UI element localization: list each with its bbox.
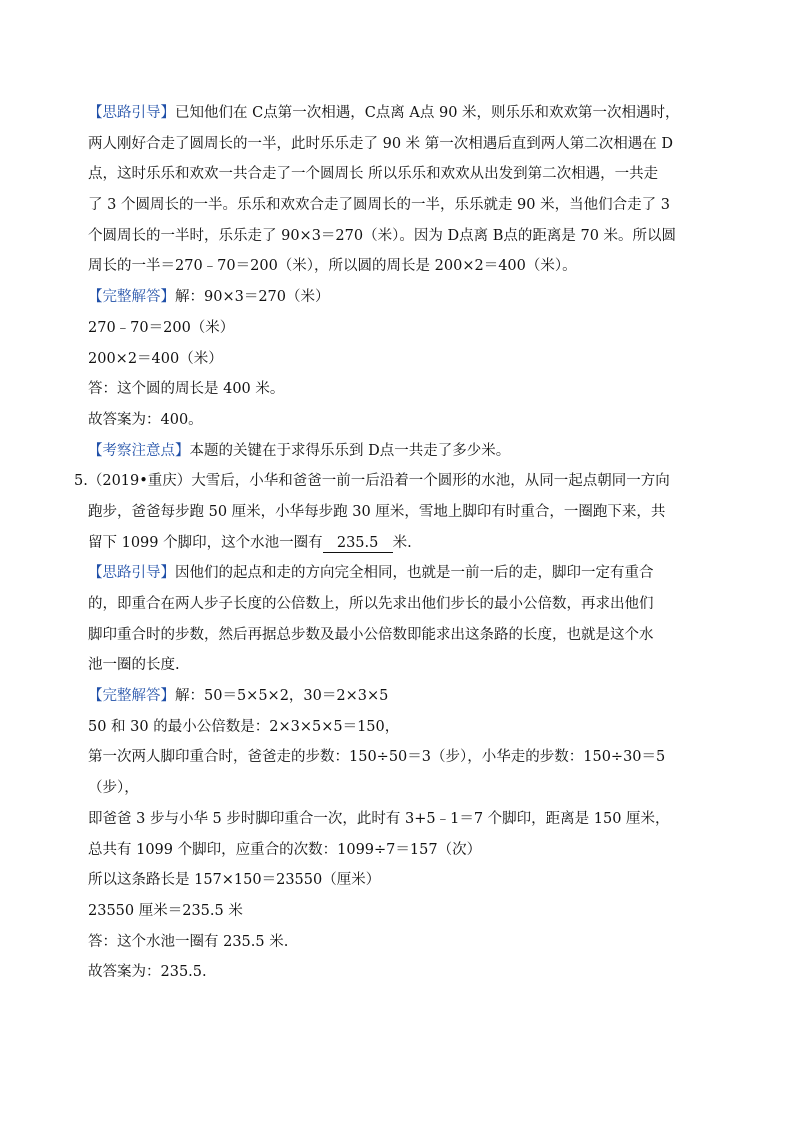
note-tag: 【考察注意点】 [88, 442, 190, 459]
note-text: 本题的关键在于求得乐乐到 D点一共走了多少米。 [189, 442, 511, 459]
hint-line: 池一圈的长度. [88, 657, 180, 674]
answer-line: 第一次两人脚印重合时，爸爸走的步数：150÷50＝3（步），小华走的步数：150÷30＝5 [88, 749, 666, 766]
hint-tag: 【思路引导】 [88, 105, 175, 121]
answer-line: 所以这条路长是 157×150＝23550（厘米） [88, 872, 381, 889]
question-line: 跑步，爸爸每步跑 50 厘米，小华每步跑 30 厘米，雪地上脚印有时重合，一圈跑下来，共 [88, 503, 666, 520]
answer-line: 200×2＝400（米） [88, 350, 223, 367]
answer-blank: 235.5 [323, 534, 393, 553]
answer-line: 50 和 30 的最小公倍数是：2×3×5×5＝150， [88, 718, 400, 735]
hint-line: 个圆周长的一半时，乐乐走了 90×3＝270（米）。因为 D点离 B点的距离是 70 米。所以圆 [88, 227, 677, 244]
answer-line [88, 282, 728, 313]
answer-line: 答：这个圆的周长是 400 米。 [88, 381, 285, 398]
answer-line: 23550 厘米＝235.5 米 [88, 902, 243, 919]
answer-line: 总共有 1099 个脚印，应重合的次数：1099÷7＝157（次） [88, 841, 482, 858]
hint-line [88, 558, 728, 589]
hint-line: 脚印重合时的步数，然后再据总步数及最小公倍数即能求出这条路的长度，也就是这个水 [88, 626, 654, 643]
hint-text: 因他们的起点和走的方向完全相同，也就是一前一后的走，脚印一定有重合 [175, 565, 654, 582]
hint-line: 的，即重合在两人步子长度的公倍数上，所以先求出他们步长的最小公倍数，再求出他们 [88, 596, 654, 612]
hint-text: 已知他们在 C点第一次相遇，C点离 A点 90 米，则乐乐和欢欢第一次相遇时， [175, 105, 680, 121]
answer-line: 270﹣70＝200（米） [88, 319, 235, 336]
answer-line: （步）， [88, 780, 139, 797]
answer-text: 解：50＝5×5×2，30＝2×3×5 [175, 688, 389, 705]
answer-tag: 【完整解答】 [88, 289, 175, 306]
question-line [88, 528, 728, 559]
answer-line: 故答案为：400。 [88, 411, 203, 428]
answer-line: 故答案为：235.5. [88, 964, 207, 981]
hint-tag: 【思路引导】 [88, 565, 175, 582]
answer-line: 答：这个水池一圈有 235.5 米. [88, 933, 289, 950]
answer-line: 即爸爸 3 步与小华 5 步时脚印重合一次，此时有 3+5﹣1＝7 个脚印，距离是 150 厘米， [88, 810, 670, 827]
question-line [74, 466, 728, 497]
answer-line [88, 681, 728, 712]
question-text: （2019•重庆）大雪后，小华和爸爸一前一后沿着一个圆形的水池，从同一起点朝同一方向 [87, 473, 670, 490]
hint-line: 点，这时乐乐和欢欢一共合走了一个圆周长 所以乐乐和欢欢从出发到第二次相遇，一共走 [88, 166, 659, 183]
question-number: 5. [74, 473, 88, 490]
note-line [88, 436, 728, 467]
hint-line: 周长的一半＝270﹣70＝200（米），所以圆的周长是 200×2＝400（米）。 [88, 258, 577, 275]
hint-line: 了 3 个圆周长的一半。乐乐和欢欢合走了圆周长的一半，乐乐就走 90 米，当他们合走了 3 [88, 197, 670, 214]
document-body [74, 98, 728, 988]
answer-tag: 【完整解答】 [88, 688, 175, 705]
question-text: 米. [392, 534, 412, 551]
hint-line: 两人刚好合走了圆周长的一半，此时乐乐走了 90 米 第一次相遇后直到两人第二次相遇在 D [88, 135, 674, 152]
question-text: 留下 1099 个脚印，这个水池一圈有 [88, 534, 323, 551]
answer-text: 解：90×3＝270（米） [175, 289, 330, 306]
hint-line [88, 98, 728, 129]
